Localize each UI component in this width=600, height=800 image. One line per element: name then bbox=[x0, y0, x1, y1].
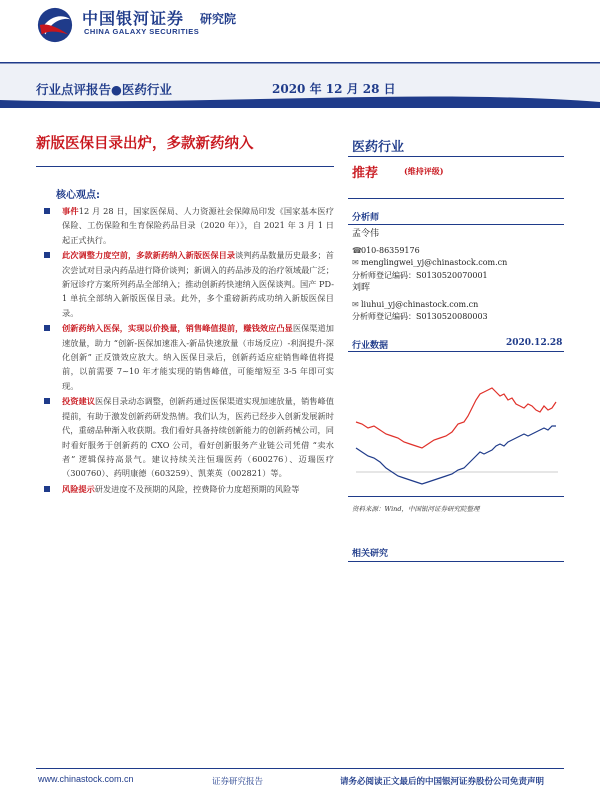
footer-url-link[interactable]: www.chinastock.com.cn bbox=[38, 774, 134, 784]
analyst-email[interactable]: liuhui_yj@chinastock.com.cn bbox=[361, 299, 479, 309]
key-point-text: 研发进度不及预期的风险，控费降价力度超预期的风险等 bbox=[94, 483, 300, 494]
key-point-text: 医保目录动态调整，创新药通过医保渠道实现加速放量，销售峰值提前，有助于激发创新药研发热情。我们认为，医药已经步入创新发展新时代，重磅品种渐入收获期。我们看好具备持续创新能力的创新药械公司，同时看好服务于创新药的 CXO 公司，看好创新服务产业链公司凭借 “卖水者” 逻辑保持高景气。建议持续关注恒瑞医药（600276）、迈瑞医疗（300760）、药明康德（603259）、凯莱英（002821）等。 bbox=[62, 396, 334, 479]
phone-icon: ☎ bbox=[352, 245, 362, 255]
bullet-square-icon bbox=[44, 486, 50, 492]
market-chart bbox=[348, 352, 564, 494]
key-point bbox=[44, 204, 334, 247]
analyst-name: 刘晖 bbox=[352, 283, 371, 293]
analyst-phone-line bbox=[352, 245, 507, 258]
footer-doc-type: 证券研究报告 bbox=[212, 777, 264, 787]
key-point-text: 谈判药品数量历史最多；首次尝试对目录内药品进行降价谈判；新调入的药品涉及的治疗领域最广泛；新冠诊疗方案所列药品全部纳入；推动创新药快速纳入医保谈判。国产 PD-1 单抗全部纳入新版医保目录。此外，多个重磅新药成功纳入新版医保目录。 bbox=[62, 250, 334, 318]
bullet-square-icon bbox=[44, 325, 50, 331]
brand-name-en: CHINA GALAXY SECURITIES bbox=[84, 27, 200, 36]
key-point bbox=[44, 394, 334, 480]
market-data-date: 2020.12.28 bbox=[506, 338, 563, 348]
bullet-square-icon bbox=[44, 208, 50, 214]
institute-label: 研究院 bbox=[200, 12, 237, 26]
related-research-heading: 相关研究 bbox=[352, 549, 389, 559]
related-divider bbox=[348, 561, 564, 562]
key-point-lead: 创新药纳入医保，实现以价换量，销售峰值提前，赚钱效应凸显 bbox=[62, 323, 293, 334]
bullet-square-icon bbox=[44, 398, 50, 404]
brand-name-cn: 中国银河证券 bbox=[82, 9, 185, 28]
sector-divider bbox=[348, 156, 564, 157]
core-view-heading: 核心观点: bbox=[56, 190, 100, 201]
chart-divider bbox=[348, 496, 564, 497]
key-points-list bbox=[44, 204, 334, 497]
key-point bbox=[44, 482, 334, 496]
analyst-card bbox=[352, 282, 488, 324]
email-icon: ✉ bbox=[352, 258, 359, 267]
email-icon: ✉ bbox=[352, 299, 359, 309]
bullet-square-icon bbox=[44, 252, 50, 258]
analyst-phone: 010-86359176 bbox=[361, 245, 420, 255]
key-point-lead: 投资建议 bbox=[62, 396, 95, 407]
key-point-lead: 风险提示 bbox=[62, 483, 95, 494]
analyst-cert: 分析师登记编码：S0130520070001 bbox=[352, 270, 488, 280]
key-point-text: 12 月 28 日，国家医保局、人力资源社会保障局印发《国家基本医疗保险、工伤保险和生育保险药品目录（2020 年）》，自 2021 年 3 月 1 日起正式执行。 bbox=[62, 206, 334, 245]
key-point-lead: 此次调整力度空前，多款新药纳入新版医保目录 bbox=[62, 250, 236, 261]
report-type: 行业点评报告●医药行业 bbox=[36, 82, 172, 97]
analysts-divider bbox=[348, 224, 564, 225]
chart-series-sector bbox=[356, 388, 556, 448]
key-point-lead: 事件 bbox=[62, 206, 79, 216]
analyst-cert: 分析师登记编码：S0130520080003 bbox=[352, 312, 488, 321]
key-point-text: 医保渠道加速放量，助力 “创新-医保加速准入-新品快速放量（市场反应）-利润提升-深化创新” 正反馈效应放大。纳入医保目录后，创新药适应症销售峰值将提前，以前需要 7~10 年才能实现的销售峰值，可能缩短至 3-5 年即可实现。 bbox=[62, 323, 334, 391]
title-divider bbox=[36, 166, 334, 167]
sector-label: 医药行业 bbox=[352, 140, 405, 155]
market-data-heading: 行业数据 bbox=[352, 341, 389, 351]
chart-source: 资料来源：Wind，中国银河证券研究院整理 bbox=[352, 505, 480, 513]
chart-series-index bbox=[356, 426, 556, 484]
galaxy-logo-icon bbox=[36, 6, 74, 44]
report-date: 2020 年 12 月 28 日 bbox=[272, 82, 396, 96]
rating-divider bbox=[348, 198, 564, 199]
analyst-email[interactable]: menglingwei_yj@chinastock.com.cn bbox=[361, 258, 508, 267]
key-point bbox=[44, 248, 334, 320]
report-header bbox=[0, 0, 600, 60]
analyst-name: 孟令伟 bbox=[352, 229, 380, 239]
report-title: 新版医保目录出炉，多款新药纳入 bbox=[36, 136, 254, 152]
analyst-card bbox=[352, 228, 507, 282]
analysts-heading: 分析师 bbox=[352, 213, 380, 223]
analyst-email-line bbox=[352, 257, 507, 270]
footer-divider bbox=[36, 768, 564, 769]
analyst-email-line bbox=[352, 299, 488, 312]
rating-label: 推荐 bbox=[352, 166, 379, 181]
footer-disclaimer: 请务必阅读正文最后的中国银河证券股份公司免责声明 bbox=[340, 777, 545, 787]
key-point bbox=[44, 321, 334, 393]
rating-note: (维持评级) bbox=[404, 166, 444, 176]
